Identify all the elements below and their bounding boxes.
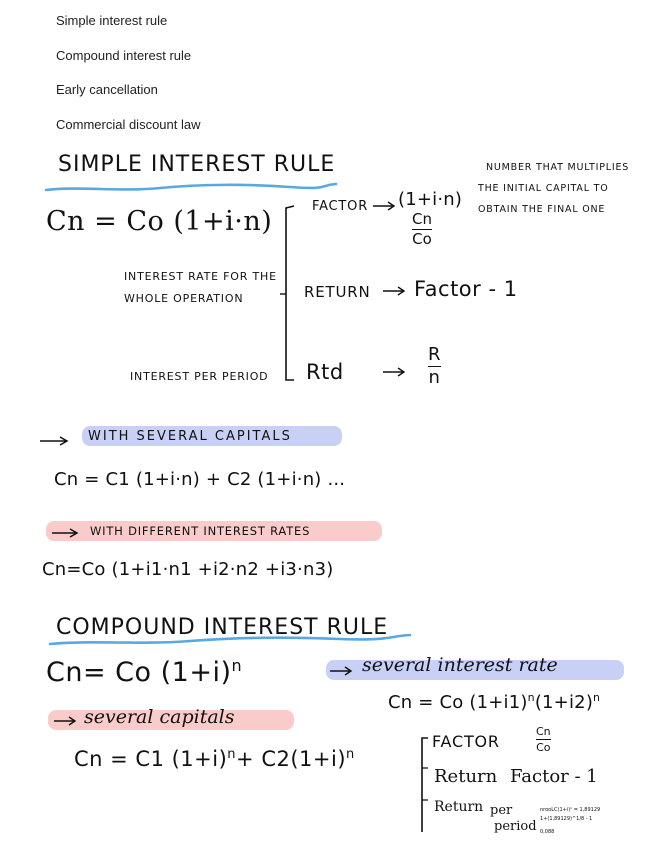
- different-rates-formula: Cn=Co (1+i1·n1 +i2·n2 +i3·n3): [42, 559, 334, 580]
- rtd-fraction: [428, 346, 441, 387]
- compound-return-expression: Factor - 1: [510, 766, 598, 787]
- several-capitals-formula: Cn = C1 (1+i·n) + C2 (1+i·n) ...: [54, 469, 346, 490]
- compound-return-period-per: per: [490, 803, 513, 818]
- several-capitals-compound-formula: [74, 748, 355, 770]
- several-capitals-compound-base: Cn = C1 (1+i): [74, 747, 228, 771]
- outline-link-simple-interest[interactable]: Simple interest rule: [56, 13, 168, 28]
- several-capitals-compound-tail: + C2(1+i): [236, 747, 347, 771]
- outline-link-compound-interest[interactable]: Compound interest rule: [56, 48, 192, 63]
- several-rates-formula: [388, 692, 600, 712]
- calc-scribble-line-2: 1+(1,89129)^1/8 - 1: [540, 816, 593, 822]
- return-expression: Factor - 1: [414, 277, 518, 301]
- factor-note-line-1: NUMBER THAT MULTIPLIES: [486, 162, 630, 173]
- factor-fraction: [412, 212, 432, 247]
- compound-return-label: Return: [434, 766, 498, 787]
- outline-link-early-cancellation[interactable]: Early cancellation: [56, 82, 158, 97]
- compound-factor-label: FACTOR: [432, 732, 500, 751]
- return-label: RETURN: [304, 283, 371, 301]
- outline-link-commercial-discount[interactable]: Commercial discount law: [56, 117, 201, 132]
- compound-formula: [46, 658, 242, 686]
- fraction-bar: [536, 739, 551, 740]
- compound-factor-fraction: [536, 726, 551, 753]
- several-capitals-compound-exponent: n: [227, 747, 237, 762]
- compound-formula-base: Cn= Co (1+i): [46, 657, 232, 688]
- several-capitals-compound-heading: several capitals: [84, 706, 235, 728]
- factor-expression: (1+i·n): [398, 189, 463, 210]
- rtd-label: Rtd: [306, 360, 344, 384]
- several-rates-formula-base: Cn = Co (1+i1): [388, 692, 528, 713]
- compound-interest-title: COMPOUND INTEREST RULE: [56, 615, 389, 640]
- factor-fraction-numerator: Cn: [412, 210, 432, 228]
- factor-note-line-2: THE INITIAL CAPITAL TO: [478, 183, 609, 194]
- several-rates-formula-tail: (1+i2): [534, 692, 594, 713]
- several-rates-exponent: n: [527, 691, 535, 704]
- several-rates-heading: several interest rate: [362, 654, 558, 676]
- compound-factor-denominator: Co: [536, 741, 551, 754]
- compound-return-period-period: period: [494, 819, 537, 834]
- compound-factor-numerator: Cn: [536, 725, 551, 738]
- factor-note-line-3: OBTAIN THE FINAL ONE: [478, 204, 606, 215]
- factor-label: FACTOR: [312, 199, 369, 214]
- simple-interest-formula: Cn = Co (1+i·n): [46, 206, 273, 237]
- rtd-fraction-numerator: R: [428, 344, 441, 365]
- compound-return-period-label: Return: [434, 799, 484, 815]
- rtd-fraction-denominator: n: [428, 367, 440, 388]
- compound-formula-exponent: n: [231, 656, 243, 675]
- calc-scribble-line-3: 0,088: [540, 829, 555, 835]
- rate-note-line-2: WHOLE OPERATION: [124, 292, 244, 305]
- simple-interest-title: SIMPLE INTEREST RULE: [58, 152, 336, 177]
- calc-scribble-line-1: nrooLC(1+i)ⁿ = 1,89129: [540, 807, 601, 813]
- several-rates-exponent-2: n: [593, 691, 601, 704]
- rate-note-line-1: INTEREST RATE FOR THE: [124, 270, 277, 283]
- factor-fraction-denominator: Co: [412, 230, 432, 248]
- different-rates-heading: WITH DIFFERENT INTEREST RATES: [90, 524, 311, 538]
- several-capitals-compound-exponent-2: n: [346, 747, 355, 762]
- several-capitals-heading: WITH SEVERAL CAPITALS: [88, 429, 292, 444]
- period-note: INTEREST PER PERIOD: [130, 370, 269, 383]
